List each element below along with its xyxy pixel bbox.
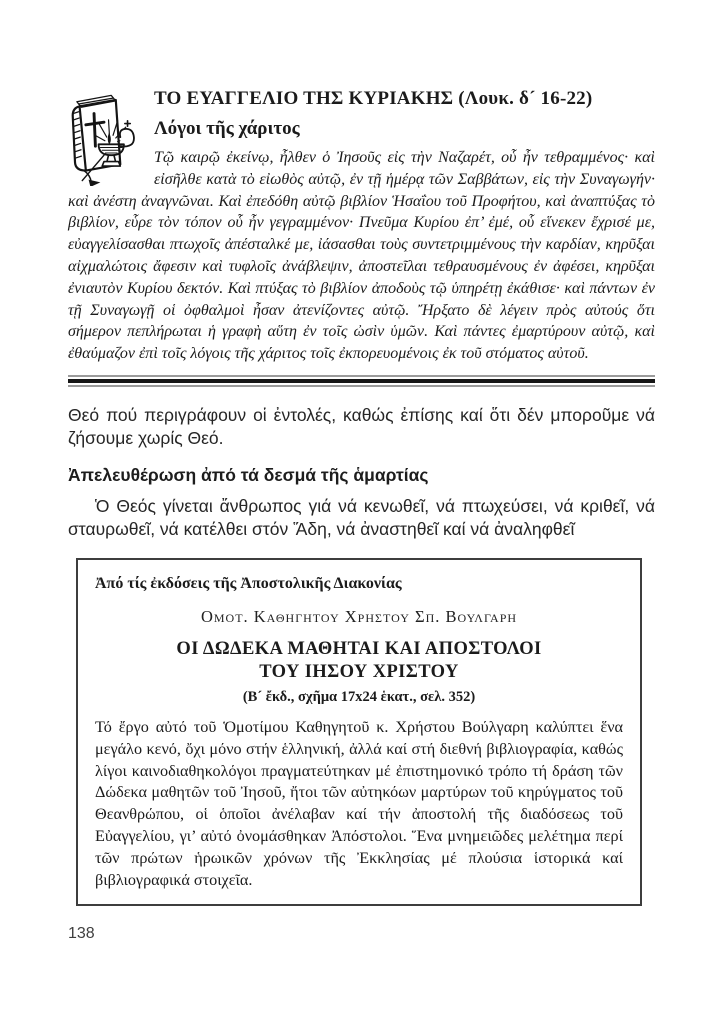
gospel-subtitle: Λόγοι τῆς χάριτος [154,118,300,139]
ad-publisher-line: Ἀπό τίς ἐκδόσεις τῆς Ἀποστολικῆς Διακονίας [95,574,402,592]
ad-book-title-line1: ΟΙ ΔΩΔΕΚΑ ΜΑΘΗΤΑΙ ΚΑΙ ΑΠΟΣΤΟΛΟΙ [176,638,542,659]
article-section-heading: Ἀπελευθέρωση ἀπό τά δεσμά τῆς ἁμαρτίας [68,464,429,485]
article-paragraph: Ὁ Θεός γίνεται ἄνθρωπος γιά νά κενωθεῖ, νά πτωχεύσει, νά κριθεῖ, νά σταυρωθεῖ, νά κατέλθει στόν Ἅδη, νά ἀναστηθεῖ καί νά ἀναληφθεῖ [68,495,655,539]
ad-author: Ομοτ. Καθηγητου Χρηστου Σπ. Βουλγαρη [200,606,518,626]
ad-description: Τό ἔργο αὐτό τοῦ Ὁμοτίμου Καθηγητοῦ κ. Χρήστου Βούλγαρη καλύπτει ἕνα μεγάλο κενό, ὄχι μόνο στήν ἑλληνική, ἀλλά καί στή διεθνή βιβλιογραφία, καθώς λίγοι καινοδιαθηκολόγοι πραγματεύτηκαν μέ ἐπιστημονικό τρόπο τή δράση τῶν Δώδεκα μαθητῶν τοῦ Ἰησοῦ, ἤτοι τῶν αὐτηκόων μαρτύρων τοῦ κηρύγματος τοῦ Θεανθρώπου, οἱ ὁποῖοι ἀνέλαβαν καί τήν ἀποστολή τῆς διαδόσεως τοῦ Εὐαγγελίου, γι’ αὐτό ὀνομάσθηκαν Ἀπόστολοι. Ἕνα μνημειῶδες μελέτημα περί τῶν πρώτων ἡρωικῶν χρόνων τῆς Ἐκκλησίας μέ πλούσια ἱστορικά καί βιβλιογραφικά στοιχεῖα. [95,717,623,889]
gospel-passage: Τῷ καιρῷ ἐκείνῳ, ἦλθεν ὁ Ἰησοῦς εἰς τὴν Ναζαρέτ, οὗ ἦν τεθραμμένος· καὶ εἰσῆλθε κατὰ τὸ εἰωθὸς αὐτῷ, ἐν τῇ ἡμέρᾳ τῶν Σαββάτων, εἰς τὴν Συναγωγήν· καὶ ἀνέστη ἀναγνῶναι. Καὶ ἐπεδόθη αὐτῷ βιβλίον Ἡσαΐου τοῦ Προφήτου, καὶ ἀναπτύξας τὸ βιβλίον, εὗρε τὸν τόπον οὗ ἦν γεγραμμένον· Πνεῦμα Κυρίου ἐπ’ ἐμέ, οὗ εἵνεκεν ἔχρισέ με, εὐαγγελίσασθαι πτωχοῖς ἀπέσταλκέ με, ἰάσασθαι τοὺς συντετριμμένους τὴν καρδίαν, κηρῦξαι αἰχμαλώτοις ἄφεσιν καὶ τυφλοῖς ἀνάβλεψιν, ἀποστεῖλαι τεθραυσμένους ἐν ἀφέσει, κηρῦξαι ἐνιαυτὸν Κυρίου δεκτόν. Καὶ πτύξας τὸ βιβλίον ἀποδοὺς τῷ ὑπηρέτῃ ἐκάθισε· καὶ πάντων ἐν τῇ Συναγωγῇ οἱ ὀφθαλμοὶ ἦσαν ἀτενίζοντες αὐτῷ. Ἤρξατο δὲ λέγειν πρὸς αὐτούς ὅτι σήμερον πεπλήρωται ἡ γραφὴ αὕτη ἐν τοῖς ὠσὶν ὑμῶν. Καὶ πάντες ἐμαρτύρουν αὐτῷ, καὶ ἐθαύμαζον ἐπὶ τοῖς λόγοις τῆς χάριτος τοῖς ἐκπορευομένοις ἐκ τοῦ στόματος αὐτοῦ. [68,149,655,363]
ad-book-title [95,638,623,684]
section-divider [68,375,655,387]
bible-lamp-icon [64,90,144,186]
page-number: 138 [68,925,95,943]
ad-edition-info: (Β´ ἔκδ., σχῆμα 17x24 ἑκατ., σελ. 352) [242,688,476,705]
gospel-title: ΤΟ ΕΥΑΓΓΕΛΙΟ ΤΗΣ ΚΥΡΙΑΚΗΣ (Λουκ. δ´ 16-22) [154,88,593,109]
article-paragraph-continued: Θεό πού περιγράφουν οἱ ἐντολές, καθώς ἐπίσης καί ὅτι δέν μποροῦμε νά ζήσουμε χωρίς Θεό. [68,404,655,448]
gospel-header [68,88,655,365]
ad-book-title-line2: ΤΟΥ ΙΗΣΟΥ ΧΡΙΣΤΟΥ [259,661,459,682]
book-ad-box [76,558,642,906]
